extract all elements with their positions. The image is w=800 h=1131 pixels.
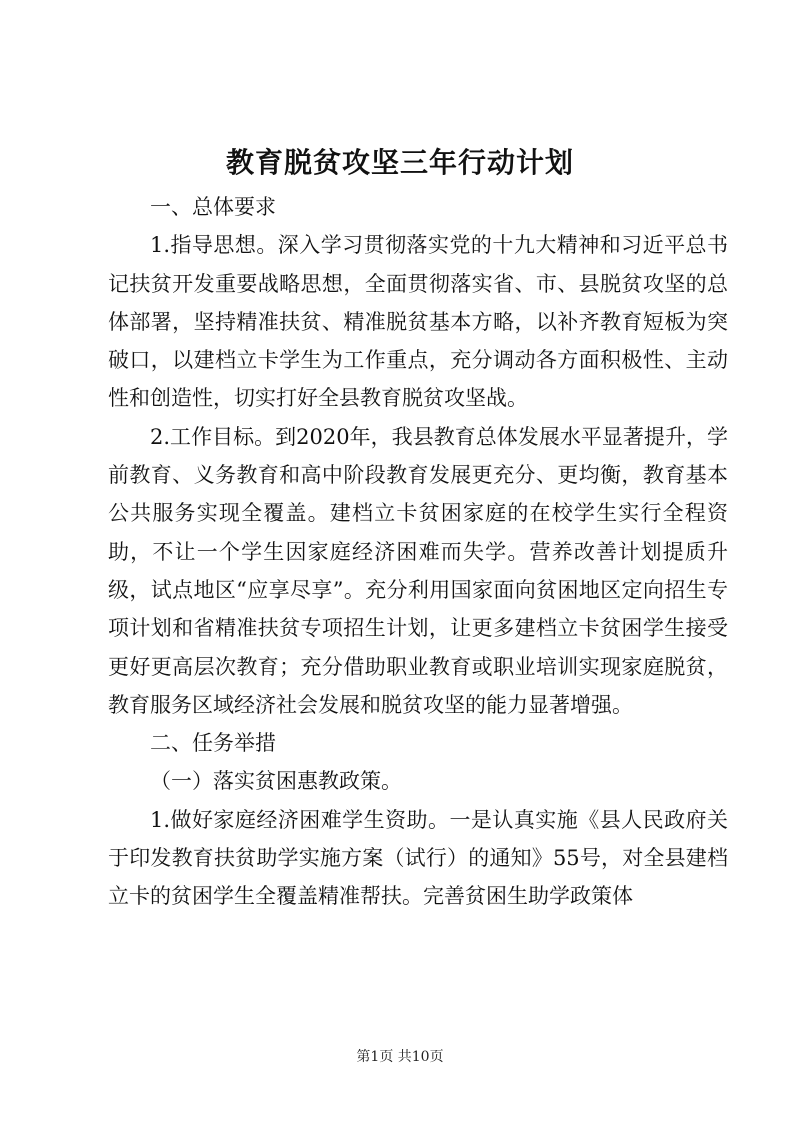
body-paragraph: 2.工作目标。到2020年，我县教育总体发展水平显著提升，学前教育、义务教育和高中阶段教育发展更充分、更均衡，教育基本公共服务实现全覆盖。建档立卡贫困家庭的在校学生实行全程资助，不让一个学生因家庭经济困难而失学。营养改善计划提质升级，试点地区“应享尽享”。充分利用国家面向贫困地区定向招生专项计划和省精准扶贫专项招生计划，让更多建档立卡贫困学生接受更好更高层次教育；充分借助职业教育或职业培训实现家庭脱贫，教育服务区域经济社会发展和脱贫攻坚的能力显著增强。	[108, 424, 728, 717]
section-heading: 二、任务举措	[150, 731, 276, 756]
body-paragraph: 1.指导思想。深入学习贯彻落实党的十九大精神和习近平总书记扶贫开发重要战略思想，全面贯彻落实省、市、县脱贫攻坚的总体部署，坚持精准扶贫、精准脱贫基本方略，以补齐教育短板为突破口，以建档立卡学生为工作重点，充分调动各方面积极性、主动性和创造性，切实打好全县教育脱贫攻坚战。	[108, 233, 728, 411]
document-body	[108, 188, 728, 916]
body-paragraph: 1.做好家庭经济困难学生资助。一是认真实施《县人民政府关于印发教育扶贫助学实施方案（试行）的通知》55号，对全县建档立卡的贫困学生全覆盖精准帮扶。完善贫困生助学政策体	[108, 807, 728, 909]
document-title: 教育脱贫攻坚三年行动计划	[225, 146, 574, 179]
section-heading: 一、总体要求	[150, 195, 276, 219]
page-footer: 第1页 共10页	[356, 1049, 444, 1065]
subsection-heading: （一）落实贫困惠教政策。	[150, 769, 402, 794]
